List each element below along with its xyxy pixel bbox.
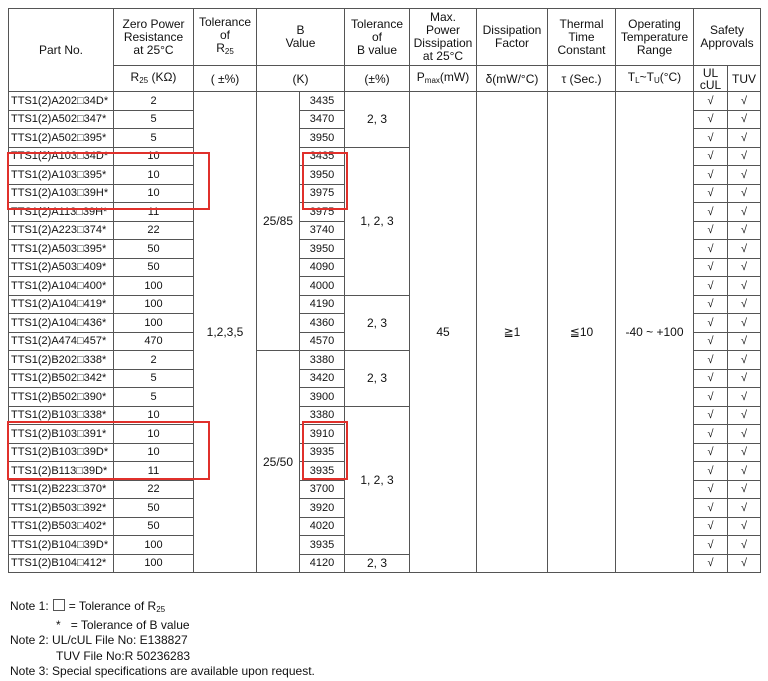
header-tol-b xyxy=(345,9,410,66)
header-thermal-line: Thermal xyxy=(559,16,604,31)
tuv-check-cell: √ xyxy=(728,462,761,481)
subscript: 25 xyxy=(224,47,234,56)
b-value-cell: 4090 xyxy=(300,258,345,277)
tuv-check-cell: √ xyxy=(728,221,761,240)
subscript: L xyxy=(635,75,640,85)
part-number-cell: TTS1(2)B503□402* xyxy=(9,517,114,536)
part-number-cell: TTS1(2)B103□391* xyxy=(9,425,114,444)
ul-check-cell: √ xyxy=(694,332,728,351)
r25-cell: 11 xyxy=(114,462,194,481)
header-safety-line: Safety xyxy=(709,23,745,37)
tuv-check-cell: √ xyxy=(728,406,761,425)
part-number-cell: TTS1(2)B113□39D* xyxy=(9,462,114,481)
b-value-cell: 3435 xyxy=(300,92,345,111)
header-dissipation xyxy=(477,9,548,66)
thermal-cell: ≦10 xyxy=(548,92,616,573)
ul-check-cell: √ xyxy=(694,203,728,222)
unit-r25: $R_{25}$ (KΩ) xyxy=(114,66,194,92)
unit-tol-r25: ( ±%) xyxy=(194,66,257,92)
tuv-check-cell: √ xyxy=(728,166,761,185)
ul-check-cell: √ xyxy=(694,536,728,555)
tol-b-cell: 2, 3 xyxy=(345,554,410,573)
unit-b-value: (K) xyxy=(257,66,345,92)
ul-check-cell: √ xyxy=(694,240,728,259)
unit-ul xyxy=(694,66,728,92)
part-number-cell: TTS1(2)A503□395* xyxy=(9,240,114,259)
note-2-label: Note 2: xyxy=(10,633,49,648)
tuv-check-cell: √ xyxy=(728,554,761,573)
unit-ul-line: cUL xyxy=(699,77,722,92)
header-max-power-line: Power xyxy=(425,23,460,37)
r25-cell: 50 xyxy=(114,240,194,259)
tuv-check-cell: √ xyxy=(728,351,761,370)
max-power-cell: 45 xyxy=(410,92,477,573)
header-part-no: Part No. xyxy=(9,9,114,92)
tol-b-cell: 2, 3 xyxy=(345,295,410,351)
ul-check-cell: √ xyxy=(694,314,728,333)
ul-check-cell: √ xyxy=(694,258,728,277)
note-1-label: Note 1: xyxy=(10,599,49,613)
b-value-cell: 3470 xyxy=(300,110,345,129)
header-b-value xyxy=(257,9,345,66)
part-number-cell: TTS1(2)B202□338* xyxy=(9,351,114,370)
r25-cell: 10 xyxy=(114,147,194,166)
ul-check-cell: √ xyxy=(694,480,728,499)
header-thermal xyxy=(548,9,616,66)
part-number-cell: TTS1(2)B104□39D* xyxy=(9,536,114,555)
ul-check-cell: √ xyxy=(694,295,728,314)
note-3-label: Note 3: xyxy=(10,664,49,679)
tol-b-cell: 2, 3 xyxy=(345,92,410,148)
part-number-cell: TTS1(2)A223□374* xyxy=(9,221,114,240)
unit-thermal: τ (Sec.) xyxy=(548,66,616,92)
part-number-cell: TTS1(2)A502□395* xyxy=(9,129,114,148)
note-1 xyxy=(10,599,315,618)
unit-row xyxy=(9,66,761,92)
note-2-line-2: TUV File No:R 50236283 xyxy=(56,648,191,663)
b-value-cell: 3900 xyxy=(300,388,345,407)
header-tol-b-line: B value xyxy=(356,42,398,57)
b-value-cell: 3910 xyxy=(300,425,345,444)
r25-cell: 470 xyxy=(114,332,194,351)
header-operating-line: Temperature xyxy=(620,29,689,44)
r25-cell: 100 xyxy=(114,536,194,555)
part-number-cell: TTS1(2)B502□342* xyxy=(9,369,114,388)
note-3-text: Special specifications are available upon request. xyxy=(52,664,315,679)
note-1-text: = Tolerance of R xyxy=(68,599,157,613)
r25-cell: 5 xyxy=(114,369,194,388)
header-max-power xyxy=(410,9,477,66)
header-max-power-line: at 25°C xyxy=(422,49,464,63)
subscript: max xyxy=(424,75,440,85)
r25-cell: 2 xyxy=(114,92,194,111)
b-value-cell: 4570 xyxy=(300,332,345,351)
tol-b-cell: 1, 2, 3 xyxy=(345,406,410,554)
header-max-power-line: Dissipation xyxy=(413,36,473,50)
operating-range-cell: -40 ~ +100 xyxy=(616,92,694,573)
r25-cell: 100 xyxy=(114,295,194,314)
note-2-cont xyxy=(10,649,315,665)
ul-check-cell: √ xyxy=(694,499,728,518)
r25-cell: 2 xyxy=(114,351,194,370)
ul-check-cell: √ xyxy=(694,147,728,166)
b-value-range-cell: 25/85 xyxy=(257,92,300,351)
header-thermal-line: Constant xyxy=(557,42,606,57)
unit-dissipation: δ(mW/°C) xyxy=(477,66,548,92)
part-number-cell: TTS1(2)A503□409* xyxy=(9,258,114,277)
tuv-check-cell: √ xyxy=(728,536,761,555)
tuv-check-cell: √ xyxy=(728,277,761,296)
ul-check-cell: √ xyxy=(694,166,728,185)
part-number-cell: TTS1(2)A113□39H* xyxy=(9,203,114,222)
b-value-cell: 3935 xyxy=(300,462,345,481)
note-1-star-text: = Tolerance of B value xyxy=(70,617,190,632)
b-value-cell: 3950 xyxy=(300,166,345,185)
b-value-cell: 4000 xyxy=(300,277,345,296)
part-number-cell: TTS1(2)A104□436* xyxy=(9,314,114,333)
r25-cell: 100 xyxy=(114,314,194,333)
tuv-check-cell: √ xyxy=(728,240,761,259)
b-value-cell: 3420 xyxy=(300,369,345,388)
part-number-cell: TTS1(2)A202□34D* xyxy=(9,92,114,111)
subscript: 25 xyxy=(156,605,166,614)
b-value-cell: 3700 xyxy=(300,480,345,499)
r25-cell: 5 xyxy=(114,388,194,407)
part-number-cell: TTS1(2)A103□39H* xyxy=(9,184,114,203)
tuv-check-cell: √ xyxy=(728,388,761,407)
header-tol-b-line: Tolerance xyxy=(350,16,404,31)
part-number-cell: TTS1(2)A104□400* xyxy=(9,277,114,296)
header-zero-power-line: Zero Power xyxy=(122,16,185,31)
b-value-cell: 4190 xyxy=(300,295,345,314)
tuv-check-cell: √ xyxy=(728,517,761,536)
r25-cell: 5 xyxy=(114,110,194,129)
tol-b-cell: 2, 3 xyxy=(345,351,410,407)
r25-cell: 5 xyxy=(114,129,194,148)
b-value-cell: 3740 xyxy=(300,221,345,240)
header-max-power-line: Max. xyxy=(429,10,456,24)
r25-cell: 10 xyxy=(114,184,194,203)
tuv-check-cell: √ xyxy=(728,258,761,277)
b-value-cell: 3950 xyxy=(300,240,345,259)
part-number-cell: TTS1(2)B104□412* xyxy=(9,554,114,573)
b-value-cell: 3435 xyxy=(300,147,345,166)
header-b-value-line: B xyxy=(296,23,305,37)
header-operating-line: Operating xyxy=(628,16,681,31)
unit-operating: $T_L\sim T_U(^\circ C)$ xyxy=(616,66,694,92)
tuv-check-cell: √ xyxy=(728,369,761,388)
tuv-check-cell: √ xyxy=(728,314,761,333)
r25-cell: 100 xyxy=(114,554,194,573)
ul-check-cell: √ xyxy=(694,277,728,296)
unit-tol-b: (±%) xyxy=(345,66,410,92)
ul-check-cell: √ xyxy=(694,351,728,370)
header-operating xyxy=(616,9,694,66)
header-tol-r25-line: $R_{25}$ xyxy=(216,41,234,56)
part-number-cell: TTS1(2)B502□390* xyxy=(9,388,114,407)
tuv-check-cell: √ xyxy=(728,110,761,129)
ul-check-cell: √ xyxy=(694,92,728,111)
header-dissipation-line: Dissipation xyxy=(482,23,542,37)
notes xyxy=(10,599,315,680)
tuv-check-cell: √ xyxy=(728,425,761,444)
unit-pmax: $P_{max}(mW)$ xyxy=(410,66,477,92)
part-number-cell: TTS1(2)A104□419* xyxy=(9,295,114,314)
note-3 xyxy=(10,664,315,680)
b-value-range-cell: 25/50 xyxy=(257,351,300,573)
b-value-cell: 3975 xyxy=(300,203,345,222)
b-value-cell: 3950 xyxy=(300,129,345,148)
ul-check-cell: √ xyxy=(694,425,728,444)
part-number-cell: TTS1(2)A474□457* xyxy=(9,332,114,351)
r25-cell: 50 xyxy=(114,517,194,536)
part-number-cell: TTS1(2)B223□370* xyxy=(9,480,114,499)
ul-check-cell: √ xyxy=(694,221,728,240)
b-value-cell: 4020 xyxy=(300,517,345,536)
part-number-cell: TTS1(2)B503□392* xyxy=(9,499,114,518)
table-row xyxy=(9,92,761,111)
subscript: 25 xyxy=(139,75,149,85)
spec-table xyxy=(8,8,761,573)
part-number-cell: TTS1(2)A103□34D* xyxy=(9,147,114,166)
tuv-check-cell: √ xyxy=(728,147,761,166)
header-zero-power xyxy=(114,9,194,66)
b-value-cell: 3920 xyxy=(300,499,345,518)
b-value-cell: 3975 xyxy=(300,184,345,203)
header-tol-r25-line: of xyxy=(219,28,230,42)
header-safety xyxy=(694,9,761,66)
r25-cell: 10 xyxy=(114,443,194,462)
tol-r25-cell: 1,2,3,5 xyxy=(194,92,257,573)
dissipation-cell: ≧1 xyxy=(477,92,548,573)
ul-check-cell: √ xyxy=(694,184,728,203)
b-value-cell: 3935 xyxy=(300,443,345,462)
tuv-check-cell: √ xyxy=(728,184,761,203)
ul-check-cell: √ xyxy=(694,110,728,129)
ul-check-cell: √ xyxy=(694,554,728,573)
ul-check-cell: √ xyxy=(694,443,728,462)
note-2-line-1: UL/cUL File No: E138827 xyxy=(52,633,188,648)
note-1-star xyxy=(10,618,315,634)
ul-check-cell: √ xyxy=(694,388,728,407)
b-value-cell: 4360 xyxy=(300,314,345,333)
part-number-cell: TTS1(2)B103□39D* xyxy=(9,443,114,462)
tuv-check-cell: √ xyxy=(728,129,761,148)
part-number-cell: TTS1(2)A103□395* xyxy=(9,166,114,185)
r25-cell: 22 xyxy=(114,221,194,240)
r25-cell: 50 xyxy=(114,258,194,277)
ul-check-cell: √ xyxy=(694,406,728,425)
header-row xyxy=(9,9,761,66)
b-value-cell: 4120 xyxy=(300,554,345,573)
r25-cell: 50 xyxy=(114,499,194,518)
tol-b-cell: 1, 2, 3 xyxy=(345,147,410,295)
note-1-star-symbol: * xyxy=(56,617,61,632)
subscript: U xyxy=(653,75,660,85)
r25-cell: 10 xyxy=(114,425,194,444)
tuv-check-cell: √ xyxy=(728,480,761,499)
tuv-check-cell: √ xyxy=(728,332,761,351)
header-dissipation-line: Factor xyxy=(494,36,529,50)
r25-cell: 22 xyxy=(114,480,194,499)
r25-cell: 10 xyxy=(114,406,194,425)
tuv-check-cell: √ xyxy=(728,92,761,111)
b-value-cell: 3380 xyxy=(300,351,345,370)
header-thermal-line: Time xyxy=(568,29,595,44)
header-safety-line: Approvals xyxy=(700,36,754,50)
header-tol-r25 xyxy=(194,9,257,66)
b-value-cell: 3935 xyxy=(300,536,345,555)
part-number-cell: TTS1(2)A502□347* xyxy=(9,110,114,129)
placeholder-box-icon xyxy=(53,599,65,611)
unit-ul-line: UL xyxy=(702,65,719,80)
header-operating-line: Range xyxy=(636,42,673,57)
tuv-check-cell: √ xyxy=(728,203,761,222)
unit-tuv: TUV xyxy=(728,66,761,92)
header-tol-r25-line: Tolerance xyxy=(198,15,252,29)
ul-check-cell: √ xyxy=(694,369,728,388)
tuv-check-cell: √ xyxy=(728,499,761,518)
tuv-check-cell: √ xyxy=(728,295,761,314)
part-number-cell: TTS1(2)B103□338* xyxy=(9,406,114,425)
header-zero-power-line: at 25°C xyxy=(133,42,174,57)
header-zero-power-line: Resistance xyxy=(123,29,184,44)
r25-cell: 11 xyxy=(114,203,194,222)
tuv-check-cell: √ xyxy=(728,443,761,462)
b-value-cell: 3380 xyxy=(300,406,345,425)
r25-cell: 100 xyxy=(114,277,194,296)
header-tol-b-line: of xyxy=(371,29,382,44)
header-b-value-line: Value xyxy=(285,36,316,50)
r25-cell: 10 xyxy=(114,166,194,185)
table-body xyxy=(9,92,761,573)
ul-check-cell: √ xyxy=(694,462,728,481)
ul-check-cell: √ xyxy=(694,129,728,148)
ul-check-cell: √ xyxy=(694,517,728,536)
note-2 xyxy=(10,633,315,649)
